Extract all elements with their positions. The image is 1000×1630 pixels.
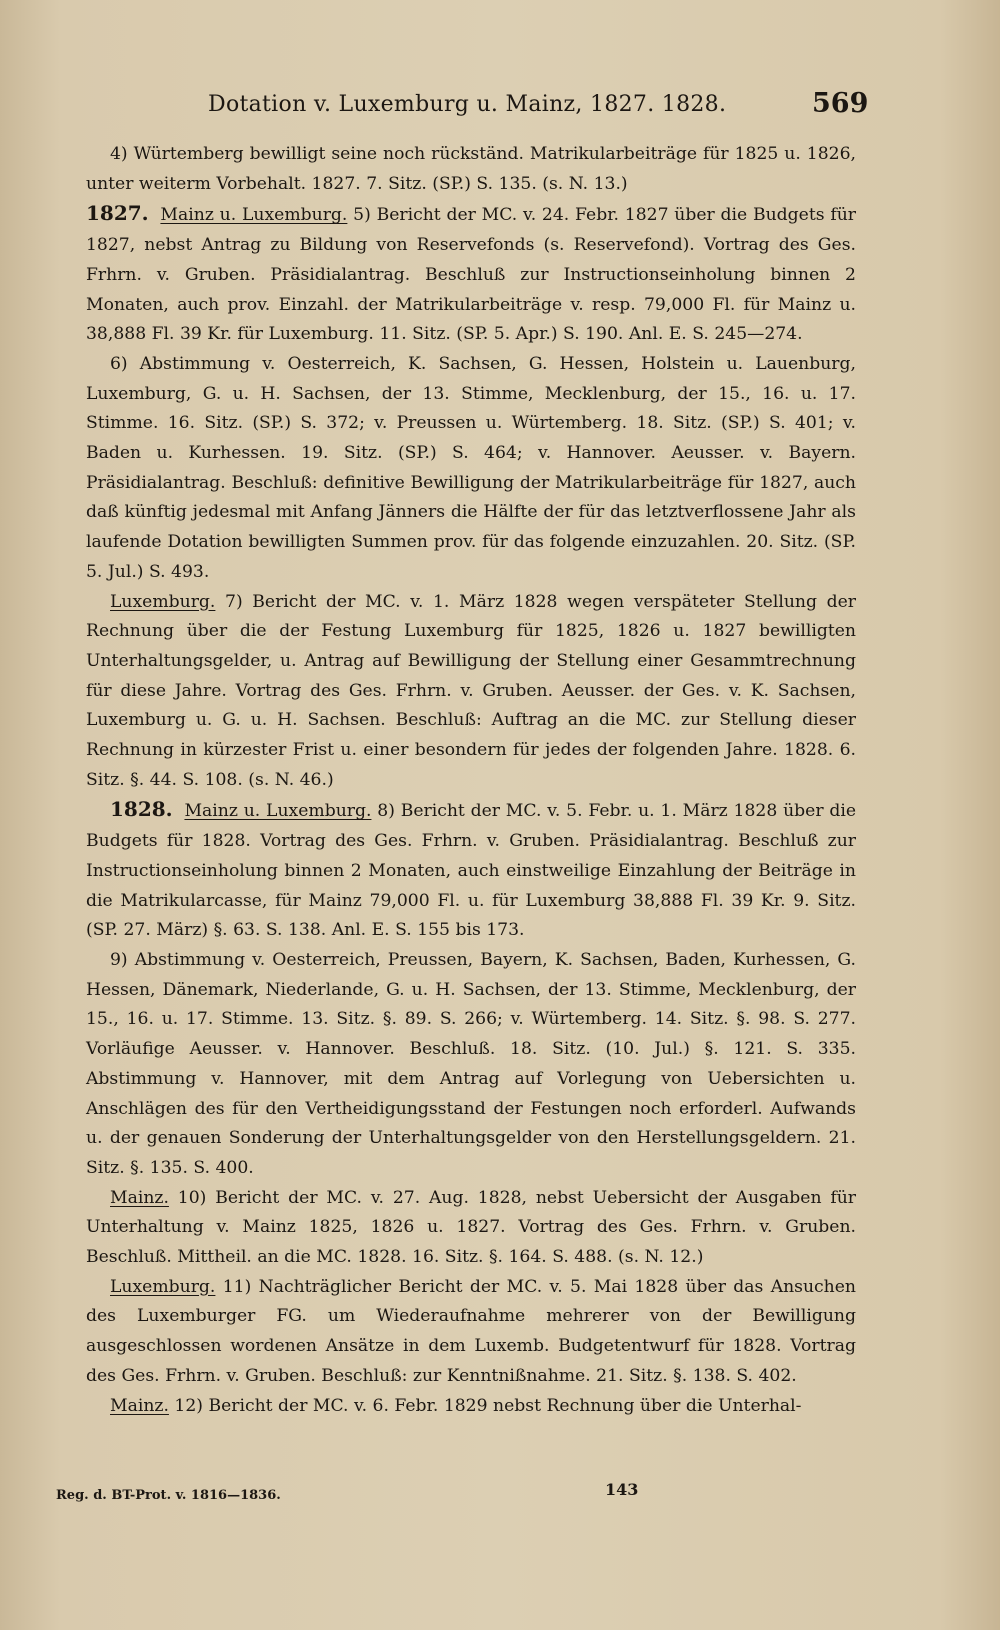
entry-11-text: 11) Nachträglicher Bericht der MC. v. 5. Mai 1828 über das Ansuchen des Luxemburger FG. um Wiederaufnahme mehrerer von der Bewilligung ausgeschlossen wordenen Ansätze in dem Luxemb. Budgetentwurf für 1828. Vortrag des Ges. Frhrn. v. Gruben. Beschluß: zur Kenntnißnahme. 21. Sitz. §. 138. S. 402. — [86, 1276, 856, 1386]
entry-4-text: 4) Würtemberg bewilligt seine noch rückständ. Matrikularbeiträge für 1825 u. 1826, unter weiterm Vorbehalt. 1827. 7. Sitz. (SP.) S. 135. (s. N. 13.) — [86, 144, 856, 194]
entry-12-heading: Mainz. — [110, 1395, 169, 1416]
entry-6-text: 6) Abstimmung v. Oesterreich, K. Sachsen, G. Hessen, Holstein u. Lauenburg, Luxemburg, G. u. H. Sachsen, der 13. Stimme, Mecklenburg, der 15., 16. u. 17. Stimme. 16. Sitz. (SP.) S. 372; v. Preussen u. Würtemberg. 18. Sitz. (SP.) S. 401; v. Baden u. Kurhessen. 19. Sitz. (SP.) S. 464; v. Hannover. Aeusser. v. Bayern. Präsidialantrag. Beschluß: definitive Bewilligung der Matrikularbeiträge für 1827, auch daß künftig jedesmal mit Anfang Jänners die Hälfte der für das letztverflossene Jahr als laufende Dotation bewilligten Summen prov. für das folgende einzuzahlen. 20. Sitz. (SP. 5. Jul.) S. 493. — [86, 353, 856, 582]
entry-8-heading: Mainz u. Luxemburg. — [184, 801, 372, 822]
entry-10-text: 10) Bericht der MC. v. 27. Aug. 1828, nebst Uebersicht der Ausgaben für Unterhaltung v. Mainz 1825, 1826 u. 1827. Vortrag des Ges. Frhrn. v. Gruben. Beschluß. Mittheil. an die MC. 1828. 16. Sitz. §. 164. S. 488. (s. N. 12.) — [86, 1187, 856, 1268]
running-title: Dotation v. Luxemburg u. Mainz, 1827. 1828. — [208, 92, 727, 117]
entry-9 — [86, 946, 856, 1184]
entry-9-text: 9) Abstimmung v. Oesterreich, Preussen, Bayern, K. Sachsen, Baden, Kurhessen, G. Hessen, Dänemark, Niederlande, G. u. H. Sachsen, der 13. Stimme, Mecklenburg, der 15., 16. u. 17. Stimme. 13. Sitz. §. 89. S. 266; v. Würtemberg. 14. Sitz. §. 98. S. 277. Vorläufige Aeusser. v. Hannover. Beschluß. 18. Sitz. (10. Jul.) §. 121. S. 335. Abstimmung v. Hannover, mit dem Antrag auf Vorlegung von Uebersichten u. Anschlägen des für den Vertheidigungsstand der Festungen noch erforderl. Aufwands u. der genauen Sonderung der Unterhaltungsgelder von den Herstellungsgeldern. 21. Sitz. §. 135. S. 400. — [86, 949, 856, 1178]
entry-12-text: 12) Bericht der MC. v. 6. Febr. 1829 nebst Rechnung über die Unterhal- — [174, 1395, 802, 1416]
entry-5-text: 5) Bericht der MC. v. 24. Febr. 1827 über die Budgets für 1827, nebst Antrag zu Bildung von Reservefonds (s. Reservefond). Vortrag des Ges. Frhrn. v. Gruben. Präsidialantrag. Beschluß zur Instructionseinholung binnen 2 Monaten, auch prov. Einzahl. der Matrikularbeiträge v. resp. 79,000 Fl. für Mainz u. 38,888 Fl. 39 Kr. für Luxemburg. 11. Sitz. (SP. 5. Apr.) S. 190. Anl. E. S. 245—274. — [86, 205, 857, 345]
entry-7-text: 7) Bericht der MC. v. 1. März 1828 wegen verspäteter Stellung der Rechnung über die der Festung Luxemburg für 1825, 1826 u. 1827 bewilligten Unterhaltungsgelder, u. Antrag auf Bewilligung der Stellung einer Gesammtrechnung für diese Jahre. Vortrag des Ges. Frhrn. v. Gruben. Aeusser. der Ges. v. K. Sachsen, Luxemburg u. G. u. H. Sachsen. Beschluß: Auftrag an die MC. zur Stellung dieser Rechnung in kürzester Frist u. einer besondern für jedes der folgenden Jahre. 1828. 6. Sitz. §. 44. S. 108. (s. N. 46.) — [86, 591, 857, 790]
sheet-number: 143 — [605, 1480, 639, 1499]
entry-7-heading: Luxemburg. — [110, 591, 216, 612]
entry-8-text: 8) Bericht der MC. v. 5. Febr. u. 1. März 1828 über die Budgets für 1828. Vortrag des Ges. Frhrn. v. Gruben. Präsidialantrag. Beschluß zur Instructionseinholung binnen 2 Monaten, auch einstweilige Einzahlung der Beiträge in die Matrikularcasse, für Mainz 79,000 Fl. u. für Luxemburg 38,888 Fl. 39 Kr. 9. Sitz. (SP. 27. März) §. 63. S. 138. Anl. E. S. 155 bis 173. — [86, 801, 857, 941]
entry-10-heading: Mainz. — [110, 1187, 169, 1208]
entry-8 — [86, 795, 856, 946]
entry-12 — [86, 1392, 856, 1422]
main-text — [86, 140, 856, 1421]
entry-7 — [86, 588, 856, 796]
year-marker-1827: 1827. — [86, 201, 149, 226]
page-header — [0, 88, 1000, 128]
year-marker-1828: 1828. — [110, 797, 173, 822]
entry-6 — [86, 350, 856, 588]
entry-4 — [86, 140, 856, 199]
entry-10 — [86, 1184, 856, 1273]
entry-11-heading: Luxemburg. — [110, 1276, 216, 1297]
page-footer — [0, 1478, 1000, 1508]
entry-5 — [86, 199, 856, 350]
page-number: 569 — [812, 88, 869, 119]
entry-5-heading: Mainz u. Luxemburg. — [160, 205, 348, 226]
entry-11 — [86, 1273, 856, 1392]
signature-line: Reg. d. BT-Prot. v. 1816—1836. — [56, 1488, 281, 1503]
